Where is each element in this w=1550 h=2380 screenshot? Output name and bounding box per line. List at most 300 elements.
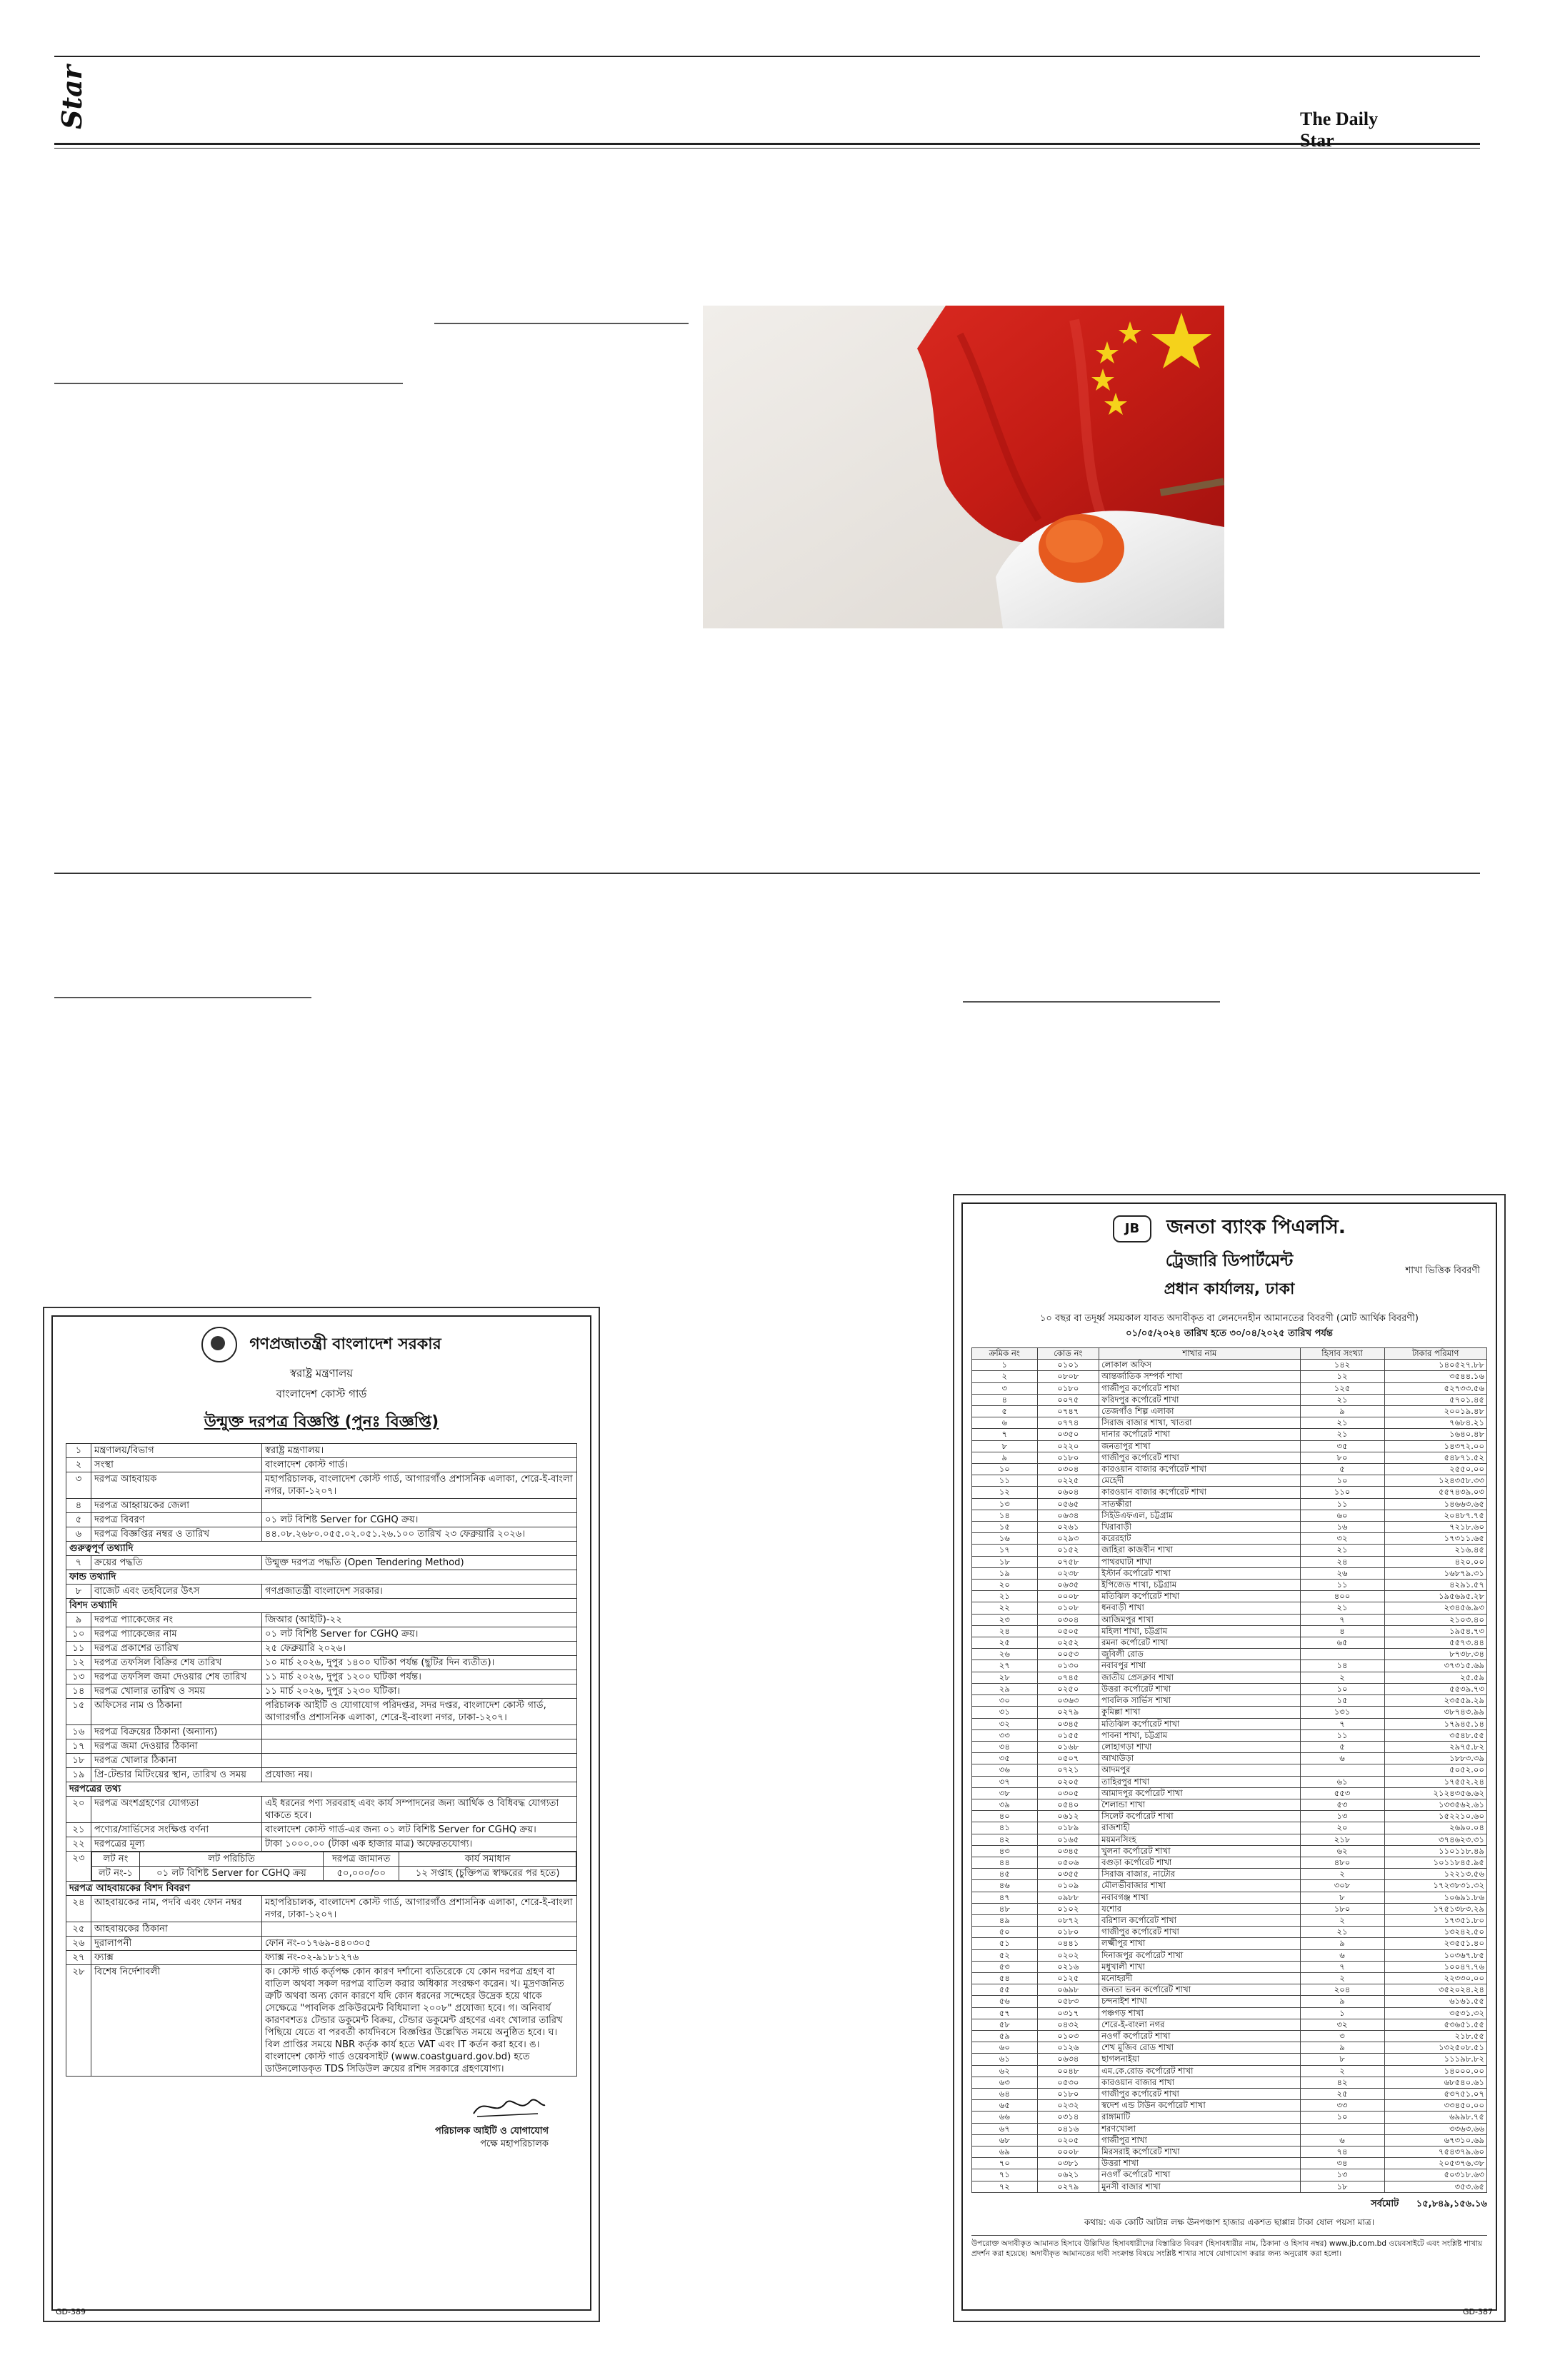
accounts-cell: ১০	[1300, 1475, 1384, 1487]
code-cell: ০৩৬৩	[1037, 1695, 1099, 1707]
amount-cell: ৬৭৩১০.৬৯	[1384, 2134, 1486, 2146]
amount-cell: ১৬৮৭৯.৩১	[1384, 1567, 1486, 1579]
accounts-cell: ২৪	[1300, 1556, 1384, 1567]
amount-cell: ৫৪৮৭১.৫২	[1384, 1452, 1486, 1463]
branch-cell: নবাবগঞ্জ শাখা	[1099, 1892, 1300, 1903]
tender-row-label: দরপত্রের মূল্য	[91, 1837, 262, 1852]
bank-column-header: টাকার পরিমাণ	[1384, 1348, 1486, 1360]
amount-cell: ২১৮.৫৫	[1384, 2030, 1486, 2042]
branch-cell: পাবনা শাখা, চট্টগ্রাম	[1099, 1729, 1300, 1741]
accounts-cell: ৯	[1300, 1938, 1384, 1949]
code-cell: ০২০৫	[1037, 2134, 1099, 2146]
table-row	[972, 1649, 1487, 1660]
amount-cell: ১৭৫৫২.২৪	[1384, 1776, 1486, 1787]
amount-cell: ২১২৪৩৫৬.৬২	[1384, 1787, 1486, 1799]
accounts-cell: ২০	[1300, 1822, 1384, 1834]
code-cell: ০৫৪০	[1037, 1799, 1099, 1810]
amount-cell: ২৫৫০.০০	[1384, 1464, 1486, 1475]
code-cell: ০১৮৯	[1037, 1822, 1099, 1834]
table-row	[972, 1695, 1487, 1707]
table-row	[972, 1869, 1487, 1880]
tender-row-value: এই ধরনের পণ্য সরবরাহ এবং কার্য সম্পাদনের জন্য আর্থিক ও বিধিবদ্ধ যোগ্যতা থাকতে হবে।	[262, 1797, 577, 1823]
serial-cell: ১৮	[972, 1556, 1038, 1567]
amount-cell: ১৭৫১৩৮৩.২৯	[1384, 1903, 1486, 1914]
code-cell: ০১৫৫	[1037, 1729, 1099, 1741]
serial-cell: ৩৬	[972, 1764, 1038, 1776]
tender-section-row	[66, 1570, 577, 1585]
tender-row	[66, 1556, 577, 1570]
tender-row-value: ফোন নং-০১৭৬৯-৪৪০৩০৫	[262, 1937, 577, 1951]
tender-row	[66, 1458, 577, 1472]
serial-cell: ২৯	[972, 1683, 1038, 1694]
serial-cell: ২৮	[972, 1672, 1038, 1683]
amount-cell: ৭৫৪৩৭৯.৬০	[1384, 2146, 1486, 2158]
branch-cell: যশোর	[1099, 1903, 1300, 1914]
code-cell: ০৬১২	[1037, 1811, 1099, 1822]
code-cell: ০৩১৪	[1037, 2112, 1099, 2123]
code-cell: ০২৯৩	[1037, 1533, 1099, 1545]
accounts-cell: ১৬	[1300, 1522, 1384, 1533]
tender-section-row	[66, 1599, 577, 1613]
accounts-cell: ৫৫৩	[1300, 1787, 1384, 1799]
table-row	[972, 2030, 1487, 2042]
table-row	[972, 1683, 1487, 1694]
serial-cell: ৩৮	[972, 1787, 1038, 1799]
serial-cell: ৫০	[972, 1927, 1038, 1938]
tender-row-value: ১১ মার্চ ২০২৬, দুপুর ১২৩০ ঘটিকা।	[262, 1684, 577, 1699]
accounts-cell: ৬	[1300, 2134, 1384, 2146]
amount-cell: ১১১৯৮.৮২	[1384, 2054, 1486, 2065]
accounts-cell: ১৩১	[1300, 1707, 1384, 1718]
tender-section-row	[66, 1782, 577, 1797]
table-row	[972, 1360, 1487, 1371]
code-cell: ০১৮০	[1037, 1927, 1099, 1938]
tender-row	[66, 1527, 577, 1542]
code-cell: ০২০৫	[1037, 1776, 1099, 1787]
tender-row-value	[262, 1922, 577, 1937]
code-cell: ০৫৩০	[1037, 2077, 1099, 2088]
accounts-cell: ৭	[1300, 1961, 1384, 1972]
accounts-cell: ২১	[1300, 1927, 1384, 1938]
serial-cell: ২	[972, 1371, 1038, 1382]
accounts-cell: ৩	[1300, 2030, 1384, 2042]
tender-row	[66, 1823, 577, 1837]
branch-cell: তাহিরপুর শাখা	[1099, 1776, 1300, 1787]
amount-cell: ৫২৭৩৩.৫৬	[1384, 1382, 1486, 1394]
code-cell: ০১২৬	[1037, 2042, 1099, 2054]
tender-row-value: ০১ লট বিশিষ্ট Server for CGHQ ক্রয়।	[262, 1513, 577, 1527]
code-cell: ০৬৯৮	[1037, 1984, 1099, 1996]
serial-cell: ৫৭	[972, 2007, 1038, 2019]
accounts-cell: ৮	[1300, 2054, 1384, 2065]
amount-cell: ৫০৩১৮.৬৩	[1384, 2169, 1486, 2181]
bank-name: জনতা ব্যাংক পিএলসি.	[1166, 1216, 1346, 1238]
branch-cell: নবাবপুর শাখা	[1099, 1660, 1300, 1672]
signature-block	[66, 2092, 577, 2151]
amount-cell: ৩৫৩.৬৫	[1384, 2181, 1486, 2192]
tender-section-row	[66, 1882, 577, 1896]
tender-row-value: পরিচালক আইটি ও যোগাযোগ পরিদপ্তর, সদর দপ্তর, বাংলাদেশ কোস্ট গার্ড, আগারগাঁও প্রশাসনিক এলাকা, শেরে-ই-বাংলা নগর, ঢাকা-১২০৭।	[262, 1699, 577, 1725]
amount-cell: ৫৫৭৪৩৯.০৩	[1384, 1487, 1486, 1498]
serial-cell: ১৯	[972, 1567, 1038, 1579]
tender-row-value: গণপ্রজাতন্ত্রী বাংলাদেশ সরকার।	[262, 1585, 577, 1599]
serial-cell: ৪৫	[972, 1869, 1038, 1880]
amount-cell: ২৯৭৫.৮২	[1384, 1741, 1486, 1752]
code-cell: ০৬০৪	[1037, 1487, 1099, 1498]
accounts-cell: ৯	[1300, 1996, 1384, 2007]
branch-cell: মৌলভীবাজার শাখা	[1099, 1880, 1300, 1892]
code-cell: ০৬৩৫	[1037, 1580, 1099, 1591]
table-row	[972, 1464, 1487, 1475]
tender-row-label: দরপত্র বিজ্ঞপ্তির নম্বর ও তারিখ	[91, 1527, 262, 1542]
code-cell: ০৬৩৪	[1037, 1510, 1099, 1521]
table-row	[972, 1707, 1487, 1718]
serial-cell: ৯	[972, 1452, 1038, 1463]
code-cell: ০৩১৭	[1037, 2007, 1099, 2019]
lot-cell: লট নং-১	[92, 1867, 140, 1881]
flags-illustration	[703, 306, 1224, 628]
tender-section-label: বিশদ তথ্যাদি	[66, 1599, 577, 1613]
amount-cell: ৫০৫২.০০	[1384, 1764, 1486, 1776]
bank-total	[971, 2197, 1487, 2212]
accounts-cell: ২	[1300, 1972, 1384, 1984]
serial-cell: ৬০	[972, 2042, 1038, 2054]
table-row	[972, 2100, 1487, 2112]
tender-row-value: বাংলাদেশ কোস্ট গার্ড-এর জন্য ০১ লট বিশিষ্ট Server for CGHQ ক্রয়।	[262, 1823, 577, 1837]
branch-cell: শেখ মুজিব রোড শাখা	[1099, 2042, 1300, 2054]
serial-cell: ৪৩	[972, 1845, 1038, 1857]
branch-cell: সাতক্ষীরা	[1099, 1498, 1300, 1510]
table-row	[972, 2042, 1487, 2054]
tender-row-value: ফ্যাক্স নং-০২-৯১৮১২৭৬	[262, 1951, 577, 1965]
branch-cell: দানার কর্পোরেট শাখা	[1099, 1429, 1300, 1440]
accounts-cell: ২৫	[1300, 2089, 1384, 2100]
serial-cell: ৪০	[972, 1811, 1038, 1822]
code-cell: ০২৬১	[1037, 1522, 1099, 1533]
branch-cell: মতিঝিল কর্পোরেট শাখা	[1099, 1591, 1300, 1602]
table-row	[972, 2158, 1487, 2169]
lot-table-cell	[91, 1852, 577, 1882]
bank-table	[971, 1347, 1487, 2193]
amount-cell: ২৫.৫৯	[1384, 1672, 1486, 1683]
code-cell: ০২৭৯	[1037, 2181, 1099, 2192]
amount-cell: ১২২১৩.৫৬	[1384, 1869, 1486, 1880]
amount-cell: ১১০১১৮.৪৯	[1384, 1845, 1486, 1857]
code-cell: ০১৩০	[1037, 1660, 1099, 1672]
serial-cell: ৫৮	[972, 2019, 1038, 2030]
amount-cell: ৬৯৯৮.৭৫	[1384, 2112, 1486, 2123]
amount-cell: ২০০১৯.৪৮	[1384, 1406, 1486, 1417]
branch-cell: জুবিলী রোড	[1099, 1649, 1300, 1660]
amount-cell: ৩৭৪৬২৩.৩১	[1384, 1834, 1486, 1845]
serial-cell: ৭১	[972, 2169, 1038, 2181]
branch-cell: মহিলা শাখা, চট্টগ্রাম	[1099, 1625, 1300, 1637]
table-row	[972, 2134, 1487, 2146]
code-cell: ০০৪৮	[1037, 2065, 1099, 2077]
branch-cell: ময়মনসিংহ	[1099, 1834, 1300, 1845]
amount-cell: ১২৪৩৫৮.৩৩	[1384, 1475, 1486, 1487]
code-cell: ০২২৫	[1037, 1475, 1099, 1487]
tender-row-label: বাজেট এবং তহবিলের উৎস	[91, 1585, 262, 1599]
bank-dept: ট্রেজারি ডিপার্টমেন্ট	[1165, 1252, 1294, 1270]
tender-row-label: দরপত্র তফসিল জমা দেওয়ার শেষ তারিখ	[91, 1670, 262, 1684]
tender-row-number: ৩	[66, 1472, 91, 1499]
bank-subtitle	[971, 1312, 1487, 1342]
serial-cell: ৫১	[972, 1938, 1038, 1949]
star-logo	[56, 65, 88, 132]
tender-row-number: ১২	[66, 1656, 91, 1670]
branch-cell: লোহাগড়া শাখা	[1099, 1741, 1300, 1752]
bank-column-header: হিসাব সংখ্যা	[1300, 1348, 1384, 1360]
masthead-bottom-rule-thin	[54, 148, 1480, 149]
serial-cell: ৪৪	[972, 1857, 1038, 1868]
code-cell: ০১০৩	[1037, 2030, 1099, 2042]
bank-right-label: শাখা ভিত্তিক বিবরণী	[1405, 1265, 1480, 1276]
code-cell: ০১৮০	[1037, 1452, 1099, 1463]
accounts-cell: ১	[1300, 2007, 1384, 2019]
bank-ad-body	[961, 1202, 1497, 2311]
article-rule	[434, 323, 689, 324]
table-row	[972, 1429, 1487, 1440]
tender-row-label: দরপত্র বিবরণ	[91, 1513, 262, 1527]
tender-row-number: ১০	[66, 1627, 91, 1642]
accounts-cell: ১১	[1300, 1580, 1384, 1591]
table-row	[972, 1938, 1487, 1949]
tender-row-value: ০১ লট বিশিষ্ট Server for CGHQ ক্রয়।	[262, 1627, 577, 1642]
accounts-cell: ২	[1300, 1869, 1384, 1880]
tender-row-value: জিআর (আইটি)-২২	[262, 1613, 577, 1627]
branch-cell: মেহেদী	[1099, 1475, 1300, 1487]
tender-row-label: ক্রয়ের পদ্ধতি	[91, 1556, 262, 1570]
serial-cell: ৪	[972, 1394, 1038, 1405]
serial-cell: ২৫	[972, 1637, 1038, 1649]
accounts-cell: ৯	[1300, 1406, 1384, 1417]
code-cell: ০৫০৭	[1037, 1753, 1099, 1764]
tender-row-label: দরপত্র প্যাকেজের নং	[91, 1613, 262, 1627]
tender-row-number: ৪	[66, 1499, 91, 1513]
code-cell: ০৪৪১	[1037, 1938, 1099, 1949]
branch-cell: মিরসরাই কর্পোরেট শাখা	[1099, 2146, 1300, 2158]
branch-cell: সিলেট কর্পোরেট শাখা	[1099, 1811, 1300, 1822]
table-row	[972, 1475, 1487, 1487]
branch-cell: ফরিদপুর কর্পোরেট শাখা	[1099, 1394, 1300, 1405]
serial-cell: ৪৯	[972, 1914, 1038, 1926]
branch-cell: সিইউএফএল, চট্টগ্রাম	[1099, 1510, 1300, 1521]
table-row	[972, 1382, 1487, 1394]
table-row	[972, 1580, 1487, 1591]
branch-cell: খুলনা কর্পোরেট শাখা	[1099, 1845, 1300, 1857]
amount-cell: ২৬৯০.০৪	[1384, 1822, 1486, 1834]
accounts-cell: ৮	[1300, 1892, 1384, 1903]
accounts-cell: ১৩	[1300, 1811, 1384, 1822]
branch-cell: চন্দনাইশ শাখা	[1099, 1996, 1300, 2007]
bank-note: উপরোক্ত অদাবীকৃত আমানত হিসাবে উল্লিখিত হিসাবধারীদের বিস্তারিত বিবরণ (হিসাবধারীর নাম, ঠিকানা ও হিসাব নম্বর) www.jb.com.bd ওয়েবসাইটে এবং সংশ্লিষ্ট শাখায় প্রদর্শন করা হয়েছে। অদাবীকৃত আমানতের দাবী সংক্রান্ত বিষয়ে সংশ্লিষ্ট শাখার সাথে যোগাযোগ করার জন্য অনুরোধ করা হলো।	[971, 2235, 1487, 2259]
amount-cell: ১৪০০০.০০	[1384, 2065, 1486, 2077]
tender-row-label: বিশেষ নির্দেশাবলী	[91, 1965, 262, 2077]
tender-row	[66, 1585, 577, 1599]
branch-cell: নওগাঁ কর্পোরেট শাখা	[1099, 2169, 1300, 2181]
code-cell: ০১০২	[1037, 1903, 1099, 1914]
table-row	[972, 1845, 1487, 1857]
lot-cell: দরপত্র জামানত	[324, 1852, 399, 1867]
tender-row-number: ৫	[66, 1513, 91, 1527]
tender-row	[66, 1739, 577, 1754]
accounts-cell: ২১	[1300, 1417, 1384, 1429]
branch-cell: মনোহরদী	[1099, 1972, 1300, 1984]
govt-title: গণপ্রজাতন্ত্রী বাংলাদেশ সরকার	[249, 1335, 441, 1353]
accounts-cell: ২১	[1300, 1394, 1384, 1405]
tender-row	[66, 1613, 577, 1627]
tender-row-number: ২৫	[66, 1922, 91, 1937]
lot-table	[91, 1852, 576, 1881]
branch-cell: মুনসী বাজার শাখা	[1099, 2181, 1300, 2192]
accounts-cell: ৬	[1300, 1753, 1384, 1764]
masthead-top-rule	[54, 56, 1480, 57]
branch-cell: তেজগাঁও শিল্প এলাকা	[1099, 1406, 1300, 1417]
bank-total-words: কথায়: এক কোটি আটান্ন লক্ষ ঊনপঞ্চাশ হাজার একশত ছাপ্পান্ন টাকা ষোল পয়সা মাত্র।	[1084, 2216, 1374, 2227]
branch-cell: স্বদেশ এন্ড টাউন কর্পোরেট শাখা	[1099, 2100, 1300, 2112]
serial-cell: ৬১	[972, 2054, 1038, 2065]
table-row	[972, 1927, 1487, 1938]
table-row	[972, 1510, 1487, 1521]
tender-row	[66, 1965, 577, 2077]
code-cell: ০২১৬	[1037, 1961, 1099, 1972]
amount-cell: ১৪০৫২৭.৮৮	[1384, 1360, 1486, 1371]
accounts-cell: ১০	[1300, 1683, 1384, 1694]
tender-row-number: ১৭	[66, 1739, 91, 1754]
code-cell: ০৩৪৫	[1037, 1718, 1099, 1729]
serial-cell: ১৪	[972, 1510, 1038, 1521]
lot-row	[92, 1867, 576, 1881]
code-cell: ০২৫০	[1037, 1683, 1099, 1694]
branch-cell: আন্তর্জাতিক সম্পর্ক শাখা	[1099, 1371, 1300, 1382]
code-cell: ০৩৮১	[1037, 2158, 1099, 2169]
bank-office: প্রধান কার্যালয়, ঢাকা	[1164, 1280, 1295, 1298]
signatory-title: পরিচালক আইটি ও যোগাযোগ	[435, 2126, 549, 2137]
serial-cell: ১৩	[972, 1498, 1038, 1510]
table-row	[972, 1996, 1487, 2007]
tender-row-label: দরপত্র প্রকাশের তারিখ	[91, 1642, 262, 1656]
accounts-cell: ১২	[1300, 1371, 1384, 1382]
tender-row-number: ১৯	[66, 1768, 91, 1782]
code-cell: ০২৭৯	[1037, 1707, 1099, 1718]
tender-row-label: দরপত্র জমা দেওয়ার ঠিকানা	[91, 1739, 262, 1754]
branch-cell: ছাগলনাইয়া	[1099, 2054, 1300, 2065]
table-row	[972, 1394, 1487, 1405]
tender-row-number: ২২	[66, 1837, 91, 1852]
serial-cell: ৬৫	[972, 2100, 1038, 2112]
table-row	[972, 1764, 1487, 1776]
branch-cell: মধুখালী শাখা	[1099, 1961, 1300, 1972]
branch-cell: কারওয়ান বাজার শাখা	[1099, 2077, 1300, 2088]
branch-cell: বগুড়া কর্পোরেট শাখা	[1099, 1857, 1300, 1868]
gd-number: GD-387	[1463, 2307, 1493, 2316]
code-cell: ০১৬৮	[1037, 1741, 1099, 1752]
code-cell: ০১৮০	[1037, 1382, 1099, 1394]
tender-row-number: ২৬	[66, 1937, 91, 1951]
code-cell: ০৬৩৪	[1037, 2054, 1099, 2065]
branch-cell: উত্তরা শাখা	[1099, 2158, 1300, 2169]
table-row	[972, 1787, 1487, 1799]
table-row	[972, 2077, 1487, 2088]
accounts-cell: ২১	[1300, 1545, 1384, 1556]
table-row	[972, 1753, 1487, 1764]
serial-cell: ৬৭	[972, 2123, 1038, 2134]
table-row	[972, 1545, 1487, 1556]
amount-cell: ৫৫৭৩.৪৪	[1384, 1637, 1486, 1649]
tender-row	[66, 1627, 577, 1642]
table-row	[972, 1949, 1487, 1961]
amount-cell: ২০৫৩৭৬.৩৮	[1384, 2158, 1486, 2169]
branch-cell: উত্তরা কর্পোরেট শাখা	[1099, 1683, 1300, 1694]
branch-cell: লোকাল অফিস	[1099, 1360, 1300, 1371]
branch-cell: সিরাজ বাজার, নাটোর	[1099, 1869, 1300, 1880]
accounts-cell: ১৪	[1300, 1660, 1384, 1672]
tender-row	[66, 1670, 577, 1684]
serial-cell: ৫৯	[972, 2030, 1038, 2042]
serial-cell: ৩	[972, 1382, 1038, 1394]
section-rule	[54, 873, 1480, 874]
code-cell: ০১০৯	[1037, 1880, 1099, 1892]
accounts-cell: ২১	[1300, 1429, 1384, 1440]
amount-cell: ২১৬.৪৫	[1384, 1545, 1486, 1556]
bank-column-header: ক্রমিক নং	[972, 1348, 1038, 1360]
table-row	[972, 1834, 1487, 1845]
branch-cell: পাথরঘাটা শাখা	[1099, 1556, 1300, 1567]
serial-cell: ৪৭	[972, 1892, 1038, 1903]
table-row	[972, 1602, 1487, 1614]
accounts-cell: ৪৮০	[1300, 1857, 1384, 1868]
table-row	[972, 1556, 1487, 1567]
tender-row-number: ২	[66, 1458, 91, 1472]
accounts-cell: ২	[1300, 1672, 1384, 1683]
agency: বাংলাদেশ কোস্ট গার্ড	[276, 1387, 367, 1400]
serial-cell: ৬৮	[972, 2134, 1038, 2146]
code-cell: ০২৩২	[1037, 2100, 1099, 2112]
serial-cell: ৭	[972, 1429, 1038, 1440]
amount-cell: ৩৫৪৪.১৬	[1384, 1371, 1486, 1382]
amount-cell: ৫৩৬৫১.৫৫	[1384, 2019, 1486, 2030]
serial-cell: ৩০	[972, 1695, 1038, 1707]
branch-cell: মতিঝিল কর্পোরেট শাখা	[1099, 1718, 1300, 1729]
accounts-cell: ৬২	[1300, 1845, 1384, 1857]
serial-cell: ১০	[972, 1464, 1038, 1475]
tender-header	[66, 1327, 577, 1436]
table-row	[972, 1880, 1487, 1892]
bank-total-value: ১৫,৮৪৯,১৫৬.১৬	[1416, 2198, 1487, 2209]
serial-cell: ২০	[972, 1580, 1038, 1591]
gd-number: GD-389	[56, 2307, 86, 2316]
tender-row-number: ৬	[66, 1527, 91, 1542]
serial-cell: ৬৩	[972, 2077, 1038, 2088]
accounts-cell: ১১	[1300, 1729, 1384, 1741]
branch-cell: শরণখোলা	[1099, 2123, 1300, 2134]
code-cell: ০৫৮৩	[1037, 1996, 1099, 2007]
branch-cell: জনতা ভবন কর্পোরেট শাখা	[1099, 1984, 1300, 1996]
amount-cell: ১০৬৯১.৮৬	[1384, 1892, 1486, 1903]
serial-cell: ৬	[972, 1417, 1038, 1429]
table-row	[972, 1440, 1487, 1452]
accounts-cell: ১৮	[1300, 2181, 1384, 2192]
lot-cell: লট পরিচিতি	[140, 1852, 324, 1867]
tender-row-label: দরপত্র প্যাকেজের নাম	[91, 1627, 262, 1642]
serial-cell: ৬৬	[972, 2112, 1038, 2123]
tender-row-label: দরপত্র অংশগ্রহণের যোগ্যতা	[91, 1797, 262, 1823]
table-row	[972, 1672, 1487, 1683]
amount-cell: ৮৭৩৮.৩৪	[1384, 1649, 1486, 1660]
accounts-cell: ১৮০	[1300, 1903, 1384, 1914]
accounts-cell: ৪২	[1300, 2077, 1384, 2088]
